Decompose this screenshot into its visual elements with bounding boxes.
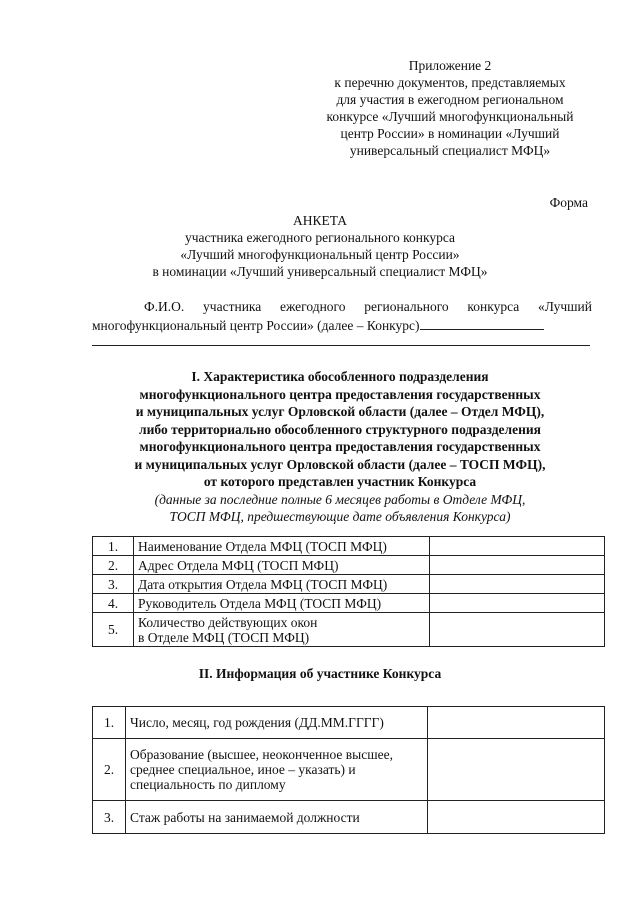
- row-value-cell[interactable]: [430, 594, 605, 613]
- row-number: 3.: [93, 575, 134, 594]
- table-row: [93, 801, 605, 834]
- section1-line: и муниципальных услуг Орловской области (далее – Отдел МФЦ),: [135, 404, 545, 419]
- row-number: 1.: [93, 707, 126, 739]
- fio-label-line1: Ф.И.О. участника ежегодного регионального конкурса «Лучший: [144, 299, 592, 314]
- row-value-cell[interactable]: [428, 707, 605, 739]
- division-table: [92, 536, 605, 647]
- table-row: [93, 707, 605, 739]
- table-row: [93, 556, 605, 575]
- row-value-cell[interactable]: [430, 556, 605, 575]
- appendix-header: [300, 57, 600, 159]
- row-label: [134, 613, 430, 647]
- section1-note: ТОСП МФЦ, предшествующие дате объявления Конкурса): [169, 509, 511, 524]
- section1-line: многофункционального центра предоставления государственных: [139, 439, 541, 454]
- anketa-heading: [0, 212, 640, 280]
- row-label: [126, 801, 428, 834]
- table-row: [93, 739, 605, 801]
- row-number: 3.: [93, 801, 126, 834]
- appendix-line: Приложение 2: [408, 58, 492, 73]
- row-label: Дата открытия Отдела МФЦ (ТОСП МФЦ): [134, 575, 430, 594]
- row-value-cell[interactable]: [430, 537, 605, 556]
- row-label-line: Число, месяц, год рождения (ДД.ММ.ГГГГ): [130, 715, 384, 730]
- row-label-line: среднее специальное, иное – указать) и: [130, 762, 356, 777]
- row-value-cell[interactable]: [428, 739, 605, 801]
- row-label: Адрес Отдела МФЦ (ТОСП МФЦ): [134, 556, 430, 575]
- row-value-cell[interactable]: [430, 575, 605, 594]
- section1-line: от которого представлен участник Конкурса: [203, 474, 477, 489]
- participant-table: [92, 706, 605, 834]
- anketa-line: в номинации «Лучший универсальный специалист МФЦ»: [152, 264, 488, 279]
- row-label-line: Стаж работы на занимаемой должности: [130, 809, 360, 825]
- section1-line: и муниципальных услуг Орловской области (далее – ТОСП МФЦ),: [134, 456, 546, 472]
- appendix-line: к перечню документов, представляемых: [334, 75, 566, 90]
- section1-line: либо территориально обособленного структурного подразделения: [139, 421, 541, 437]
- row-label-line: Количество действующих окон: [138, 614, 318, 630]
- section1-line: I. Характеристика обособленного подразделения: [191, 369, 489, 384]
- table-row: [93, 594, 605, 613]
- fio-full-blank-line[interactable]: [92, 345, 590, 346]
- row-value-cell[interactable]: [428, 801, 605, 834]
- row-number: 2.: [93, 739, 126, 801]
- appendix-line: центр России» в номинации «Лучший: [340, 126, 560, 141]
- fio-label-text: многофункциональный центр России» (далее – Конкурс): [92, 318, 420, 333]
- row-number: 1.: [93, 537, 134, 556]
- anketa-title: АНКЕТА: [292, 213, 348, 228]
- row-label: Руководитель Отдела МФЦ (ТОСП МФЦ): [134, 594, 430, 613]
- table-row: [93, 613, 605, 647]
- anketa-line: участника ежегодного регионального конкурса: [184, 230, 456, 245]
- row-number: 4.: [93, 594, 134, 613]
- form-label: Форма: [549, 195, 588, 210]
- table-row: [93, 537, 605, 556]
- section1-note: (данные за последние полные 6 месяцев работы в Отделе МФЦ,: [154, 491, 526, 507]
- appendix-line: для участия в ежегодном региональном: [336, 92, 564, 107]
- appendix-line: конкурсе «Лучший многофункциональный: [326, 109, 574, 124]
- section1-heading: [60, 368, 620, 526]
- anketa-line: «Лучший многофункциональный центр России»: [180, 247, 460, 262]
- fio-field: [92, 298, 592, 335]
- row-number: 2.: [93, 556, 134, 575]
- table-row: [93, 575, 605, 594]
- row-label: [126, 739, 428, 801]
- row-label-line: специальность по диплому: [130, 777, 286, 792]
- fio-label-line2: [92, 316, 592, 335]
- row-label: [126, 707, 428, 739]
- section2-title: II. Информация об участнике Конкурса: [198, 666, 442, 681]
- row-label-line: в Отделе МФЦ (ТОСП МФЦ): [138, 629, 310, 645]
- fio-blank-line[interactable]: [420, 316, 544, 330]
- row-label: Наименование Отдела МФЦ (ТОСП МФЦ): [134, 537, 430, 556]
- section1-line: многофункционального центра предоставления государственных: [139, 386, 541, 402]
- row-label-line: Образование (высшее, неоконченное высшее,: [130, 747, 393, 762]
- appendix-line: универсальный специалист МФЦ»: [349, 143, 551, 158]
- row-number: 5.: [93, 613, 134, 647]
- row-value-cell[interactable]: [430, 613, 605, 647]
